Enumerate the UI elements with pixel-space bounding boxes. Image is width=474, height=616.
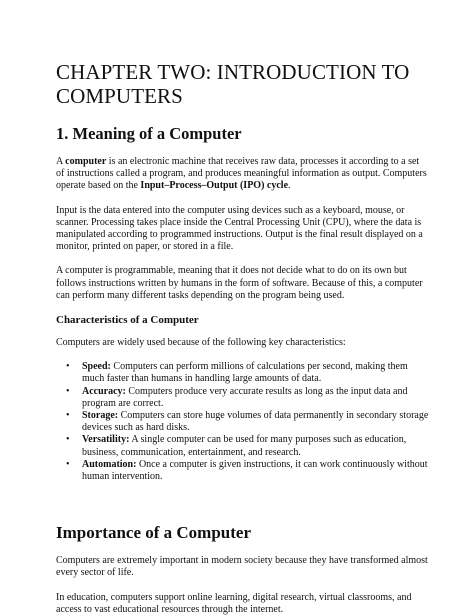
section-heading-meaning: 1. Meaning of a Computer bbox=[56, 124, 242, 143]
characteristics-list bbox=[56, 361, 429, 483]
meaning-paragraph-2: Input is the data entered into the computer using devices such as a keyboard, mouse, or scanner. Processing takes place inside the Central Processing Unit (CPU), where the data is manipulated according to programmed instructions. Output is the final result displayed on a monitor, printed on paper, or stored in a file. bbox=[56, 204, 423, 253]
list-item-term: Automation: bbox=[82, 458, 137, 470]
bullet-icon: • bbox=[66, 361, 70, 373]
list-item-term: Accuracy: bbox=[82, 385, 126, 397]
meaning-p1-text-c: is an electronic machine that receives raw data, processes it according to a set of instructions called a program, and produces meaningful information as output. Computers operate based on the bbox=[56, 156, 427, 192]
list-item-text: Computers can store huge volumes of data permanently in secondary storage devices such as hard disks. bbox=[82, 410, 429, 434]
bullet-icon: • bbox=[66, 410, 70, 422]
meaning-paragraph-1 bbox=[56, 156, 429, 193]
importance-paragraph-1: Computers are extremely important in modern society because they have transformed almost every sector of life. bbox=[56, 555, 428, 579]
bullet-icon: • bbox=[66, 385, 70, 397]
list-item bbox=[56, 386, 429, 410]
list-item-text: Computers can perform millions of calculations per second, making them much faster than humans in handling large amounts of data. bbox=[82, 361, 408, 385]
meaning-p1-text-e: . bbox=[288, 180, 291, 192]
meaning-p1-term-ipo: Input–Process–Output (IPO) cycle bbox=[140, 180, 289, 192]
meaning-p1-text-a: A bbox=[56, 156, 66, 167]
bullet-icon: • bbox=[66, 434, 70, 446]
meaning-paragraph-3: A computer is programmable, meaning that it does not decide what to do on its own but follows instructions written by humans in the form of software. Because of this, a computer can perform many different tasks depending on the program being used. bbox=[56, 265, 423, 301]
list-item-term: Speed: bbox=[82, 361, 111, 373]
list-item bbox=[56, 459, 429, 483]
list-item-term: Storage: bbox=[82, 410, 119, 422]
importance-heading: Importance of a Computer bbox=[56, 523, 251, 543]
list-item bbox=[56, 410, 429, 434]
list-item-text: Computers produce very accurate results as long as the input data and program are correct. bbox=[82, 385, 408, 409]
list-item bbox=[56, 434, 429, 458]
chapter-title: CHAPTER TWO: INTRODUCTION TO COMPUTERS bbox=[56, 60, 410, 108]
list-item-text: Once a computer is given instructions, it can work continuously without human intervention. bbox=[82, 458, 428, 483]
characteristics-heading: Characteristics of a Computer bbox=[56, 314, 199, 327]
bullet-icon: • bbox=[66, 458, 70, 470]
list-item-term: Versatility: bbox=[82, 434, 130, 446]
meaning-p1-term-computer: computer bbox=[65, 156, 107, 167]
characteristics-intro: Computers are widely used because of the following key characteristics: bbox=[56, 337, 346, 349]
list-item-text: A single computer can be used for many purposes such as education, business, communication, entertainment, and research. bbox=[82, 434, 407, 458]
importance-paragraph-2: In education, computers support online learning, digital research, virtual classrooms, and access to vast educational resources through the internet. bbox=[56, 591, 412, 615]
list-item bbox=[56, 361, 429, 385]
